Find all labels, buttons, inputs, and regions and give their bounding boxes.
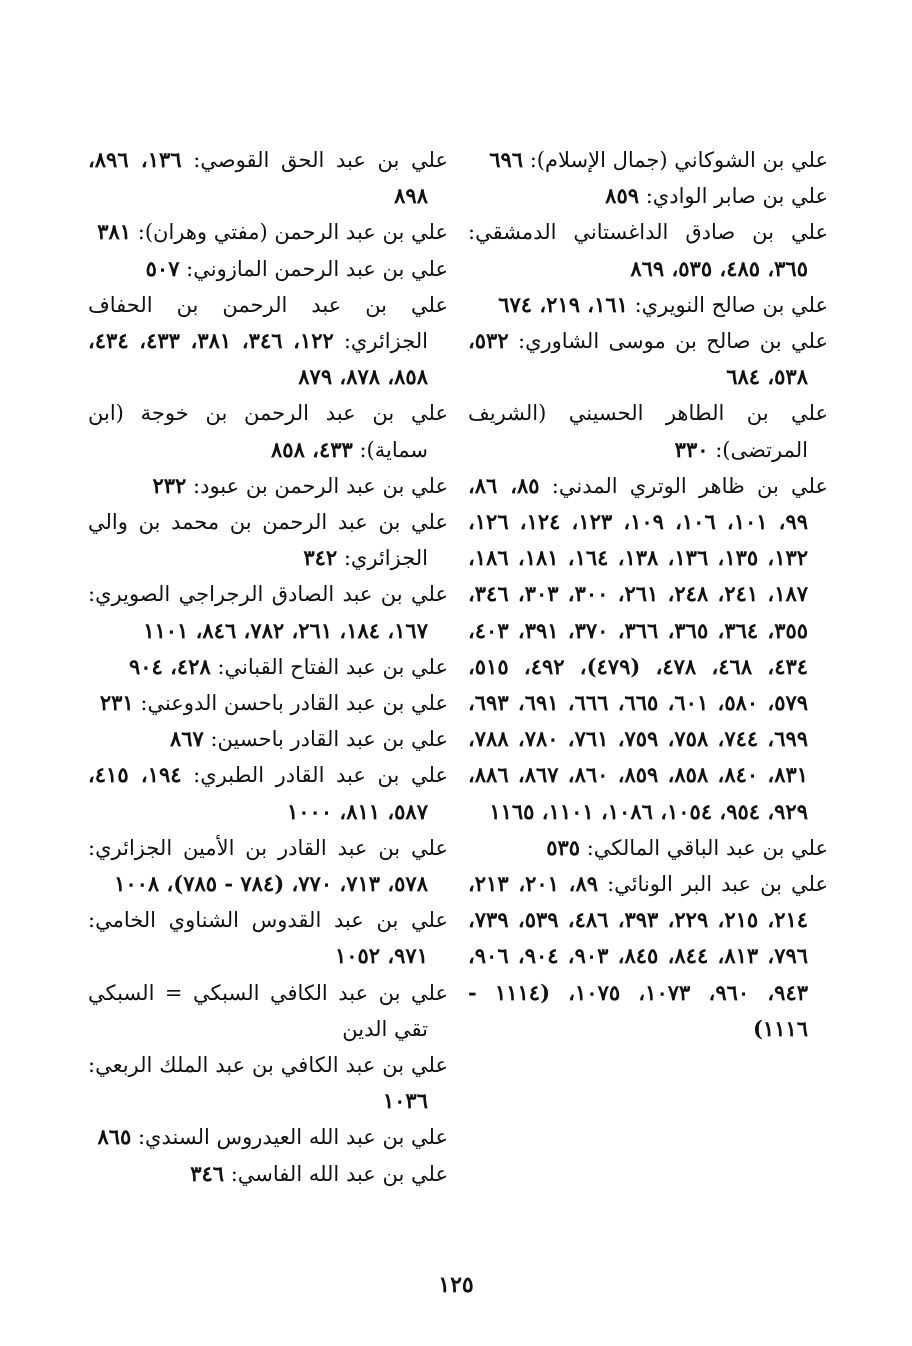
- index-entry: علي بن عبد القادر باحسين: ٨٦٧: [169, 726, 448, 752]
- index-entry: علي بن عبد الفتاح القباني: ٤٢٨، ٩٠٤: [128, 653, 448, 679]
- page-number: ١٢٥: [438, 1272, 474, 1298]
- index-entry: علي بن الطاهر الحسيني (الشريف المرتضى): ٣٣٠: [468, 401, 828, 462]
- index-entry: علي بن عبد الرحمن بن عبود: ٢٣٢: [152, 472, 448, 498]
- index-entry: علي بن صابر الوادي: ٨٥٩: [605, 183, 828, 209]
- index-entry: علي بن الشوكاني (جمال الإسلام): ٦٩٦: [489, 147, 828, 172]
- index-entry: علي بن عبد الرحمن بن الحفاف الجزائري: ١٢٢، ٣٤٦، ٣٨١، ٤٣٣، ٤٣٤، ٨٥٨، ٨٧٨، ٨٧٩: [88, 292, 448, 390]
- index-entry: علي بن عبد الرحمن بن خوجة (ابن سماية): ٤٣٣، ٨٥٨: [88, 401, 448, 462]
- index-entry: علي بن عبد الرحمن (مفتي وهران): ٣٨١: [97, 219, 448, 245]
- index-column-left: [88, 142, 448, 1192]
- index-entry: علي بن عبد القادر الطبري: ١٩٤، ٤١٥، ٥٨٧، ٨١١، ١٠٠٠: [88, 762, 448, 824]
- index-entry: علي بن عبد الله العيدروس السندي: ٨٦٥: [97, 1124, 448, 1150]
- index-entry: علي بن عبد البر الونائي: ٨٩، ٢٠١، ٢١٣، ٢١٤، ٢١٥، ٢٢٩، ٣٩٣، ٤٨٦، ٥٣٩، ٧٣٩، ٧٩٦، ٨١٣، ٨٤٤، ٨٤٥، ٩٠٣، ٩٠٤، ٩٠٦، ٩٤٣، ٩٦٠، ١٠٧٣، ١٠٧٥، (١١١٤ - ١١١٦): [468, 871, 829, 1041]
- index-entry: علي بن عبد الباقي المالكي: ٥٣٥: [546, 834, 828, 860]
- index-entry: علي بن عبد الكافي السبكي = السبكي تقي الدين: [88, 980, 448, 1041]
- index-column-right: [468, 142, 828, 1047]
- index-entry: علي بن عبد القادر باحسن الدوعني: ٢٣١: [99, 690, 448, 716]
- index-entry: علي بن صادق الداغستاني الدمشقي: ٣٦٥، ٤٨٥، ٥٣٥، ٨٦٩: [468, 220, 828, 281]
- index-entry: علي بن عبد القدوس الشناوي الخامي: ٩٧١، ١٠٥٢: [88, 908, 448, 969]
- index-entry: علي بن عبد الرحمن المازوني: ٥٠٧: [145, 255, 448, 281]
- index-entry: علي بن عبد الحق القوصي: ١٣٦، ٨٩٦، ٨٩٨: [88, 147, 448, 209]
- index-entry: علي بن عبد القادر بن الأمين الجزائري: ٥٧٨، ٧١٣، ٧٧٠، (٧٨٤ - ٧٨٥)، ١٠٠٨: [88, 835, 448, 897]
- index-entry: علي بن ظاهر الوتري المدني: ٨٥، ٨٦، ٩٩، ١٠١، ١٠٦، ١٠٩، ١٢٣، ١٢٤، ١٢٦، ١٣٢، ١٣٥، ١٣٦، ١٣٨، ١٦٤، ١٨١، ١٨٦، ١٨٧، ٢٤١، ٢٤٨، ٢٦١، ٣٠٠، ٣٠٣، ٣٤٦، ٣٥٥، ٣٦٤، ٣٦٥، ٣٦٦، ٣٧٠، ٣٩١، ٤٠٣، ٤٣٤، ٤٦٨، ٤٧٨، (٤٧٩)، ٤٩٢، ٥١٥، ٥٧٩، ٥٨٠، ٦٠١، ٦٦٥، ٦٦٦، ٦٩١، ٦٩٣، ٦٩٩، ٧٤٤، ٧٥٨، ٧٥٩، ٧٦١، ٧٨٠، ٧٨٨، ٨٣١، ٨٤٠، ٨٥٨، ٨٥٩، ٨٦٠، ٨٦٧، ٨٨٦، ٩٢٩، ٩٥٤، ١٠٥٤، ١٠٨٦، ١١٠١، ١١٦٥: [468, 472, 828, 824]
- index-entry: علي بن عبد الله الفاسي: ٣٤٦: [190, 1160, 448, 1186]
- index-entry: علي بن عبد الرحمن بن محمد بن والي الجزائري: ٣٤٢: [88, 510, 448, 571]
- index-entry: علي بن عبد الصادق الرجراجي الصويري: ١٦٧، ١٨٤، ٢٦١، ٧٨٢، ٨٤٦، ١١٠١: [88, 582, 448, 643]
- index-entry: علي بن صالح بن موسى الشاوري: ٥٣٢، ٥٣٨، ٦٨٤: [468, 328, 828, 390]
- index-entry: علي بن صالح النويري: ١٦١، ٢١٩، ٦٧٤: [498, 291, 828, 317]
- index-entry: علي بن عبد الكافي بن عبد الملك الربعي: ١٠٣٦: [88, 1053, 448, 1114]
